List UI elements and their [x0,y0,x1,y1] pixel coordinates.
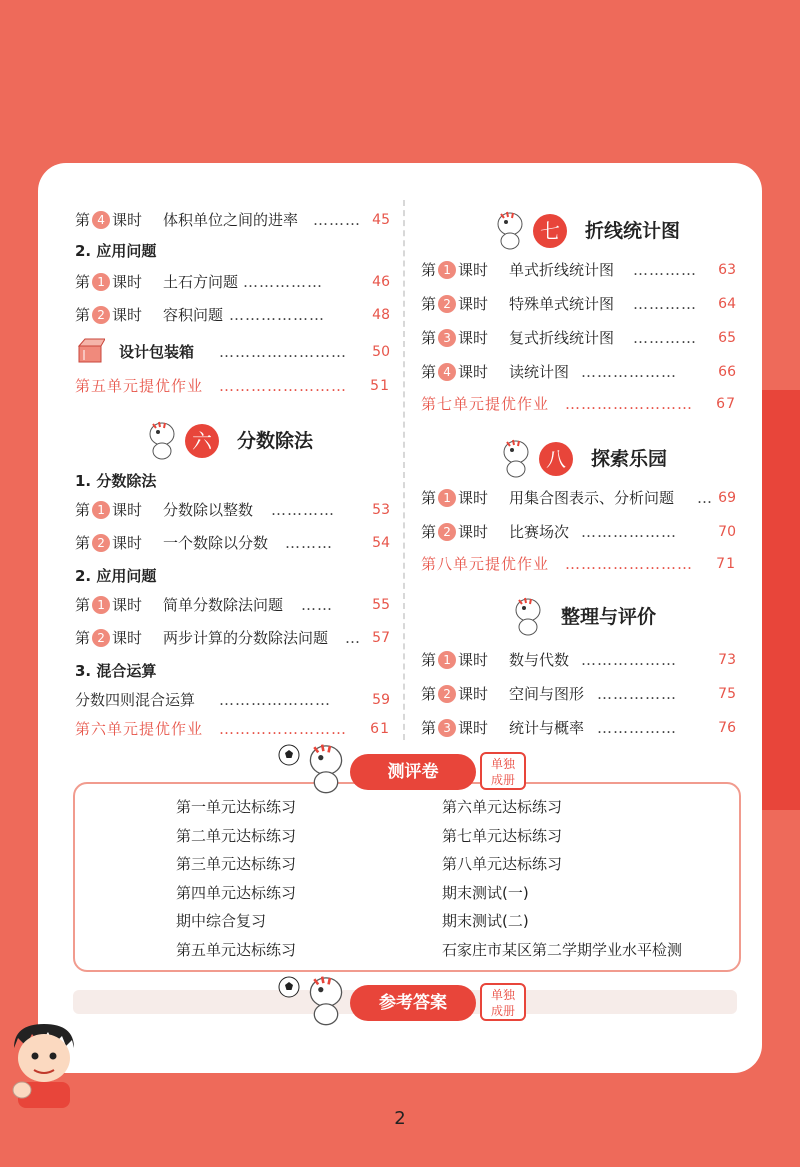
toc-row[interactable] [75,626,390,650]
lesson-label: 第 1 课时 [75,596,143,614]
toc-row-review[interactable] [421,392,736,416]
leader-dots: …………………… [565,395,693,413]
lesson-title: 简单分数除法问题 [163,596,284,614]
unit-title: 整理与评价 [561,606,657,628]
soccer-ball-icon [278,976,300,998]
lesson-label: 第 2 课时 [75,629,143,647]
leader-dots: ……………… [229,306,325,324]
dinosaur-mascot-icon [511,596,545,636]
leader-dots: ………… [633,329,697,347]
lesson-label: 第 1 课时 [75,501,143,519]
unit-number-badge: 七 [533,214,567,248]
leader-dots: ………… [633,261,697,279]
dinosaur-mascot-icon [300,742,352,794]
toc-row-review[interactable] [75,374,390,398]
unit-number-badge: 六 [185,424,219,458]
page-ref: 69 [718,490,736,506]
leader-dots: …………………… [219,720,347,738]
toc-row[interactable] [421,360,736,384]
test-paper-item[interactable]: 第七单元达标练习 [442,826,563,845]
lesson-number-badge: 1 [92,501,110,519]
lesson-number-badge: 4 [92,211,110,229]
page-number: 2 [394,1108,406,1129]
unit-title: 探索乐园 [591,448,668,470]
lesson-label: 第 3 课时 [421,719,489,737]
test-paper-item[interactable]: 期末测试(一) [442,883,529,902]
toc-row[interactable] [75,303,390,327]
leader-dots: ………………… [219,691,331,709]
lesson-number-badge: 1 [92,273,110,291]
toc-row[interactable] [75,208,390,232]
lesson-number-badge: 4 [438,363,456,381]
page-ref: 55 [372,597,390,613]
leader-dots: ……… [285,534,333,552]
lesson-label: 第 4 课时 [75,211,143,229]
test-paper-item[interactable]: 期中综合复习 [176,912,267,930]
lesson-number-badge: 2 [92,629,110,647]
page-ref: 75 [718,686,736,702]
lesson-title: 读统计图 [509,363,570,381]
page-ref: 46 [372,274,390,290]
lesson-title: 容积问题 [163,306,224,324]
lesson-label: 第 4 课时 [421,363,489,381]
toc-row[interactable] [421,326,736,350]
lesson-number-badge: 3 [438,719,456,737]
leader-dots: ………… [271,501,335,519]
review-title: 第五单元提优作业 [75,377,204,395]
toc-row[interactable] [421,716,736,740]
leader-dots: …… [301,596,333,614]
page-ref: 71 [716,556,736,572]
subheading: 2. 应用问题 [75,567,157,585]
lesson-title: 土石方问题 [163,273,239,291]
page-ref: 45 [372,212,390,228]
unit-header [145,420,385,464]
test-papers-banner: 测评卷 [350,754,476,790]
lesson-number-badge: 1 [438,489,456,507]
page-ref: 65 [718,330,736,346]
toc-row[interactable] [421,258,736,282]
column-divider [403,200,405,740]
page-ref: 57 [372,630,390,646]
toc-row[interactable] [421,520,736,544]
leader-dots: …………………… [565,555,693,573]
lesson-number-badge: 2 [92,306,110,324]
toc-row[interactable] [75,688,390,712]
unit-number-badge: 八 [539,442,573,476]
leader-dots: … [345,629,361,647]
toc-row-review[interactable] [421,552,736,576]
lesson-title: 统计与概率 [509,719,585,737]
lesson-title: 两步计算的分数除法问题 [163,629,329,647]
lesson-number-badge: 2 [438,295,456,313]
review-title: 第六单元提优作业 [75,720,204,738]
leader-dots: …………… [597,685,677,703]
leader-dots: ………… [633,295,697,313]
lesson-number-badge: 1 [92,596,110,614]
lesson-title: 数与代数 [509,651,570,669]
lesson-label: 第 2 课时 [75,306,143,324]
page-ref: 63 [718,262,736,278]
lesson-label: 第 1 课时 [421,261,489,279]
activity-title: 设计包装箱 [119,343,195,361]
lesson-label: 第 3 课时 [421,329,489,347]
page-ref: 66 [718,364,736,380]
page-ref: 59 [372,692,390,708]
test-paper-item[interactable]: 第三单元达标练习 [176,855,297,873]
lesson-title: 特殊单式统计图 [509,295,615,313]
leader-dots: ……………… [581,363,677,381]
page-ref: 48 [372,307,390,323]
review-title: 第八单元提优作业 [421,555,550,573]
page-ref: 50 [372,344,390,360]
leader-dots: ……………… [581,651,677,669]
left-column [75,0,391,760]
test-paper-item[interactable]: 第八单元达标练习 [442,855,563,873]
unit-title: 折线统计图 [585,220,681,242]
answer-key-banner: 参考答案 [350,985,476,1021]
toc-row[interactable] [421,648,736,672]
test-paper-item[interactable]: 第四单元达标练习 [176,883,297,902]
toc-row[interactable] [75,270,390,294]
page-ref: 53 [372,502,390,518]
toc-row-review[interactable] [75,717,390,741]
page-ref: 61 [370,721,390,737]
toc-row[interactable] [421,682,736,706]
toc-row[interactable] [75,593,390,617]
leader-dots: … [697,489,713,507]
test-paper-item[interactable]: 石家庄市某区第二学期学业水平检测 [442,940,683,959]
page-ref: 70 [718,524,736,540]
test-paper-item[interactable]: 第一单元达标练习 [176,798,297,816]
test-paper-item[interactable]: 第五单元达标练习 [176,940,297,959]
lesson-label: 第 1 课时 [75,273,143,291]
page-ref: 67 [716,396,736,412]
lesson-title: 分数除以整数 [163,501,254,519]
lesson-title: 单式折线统计图 [509,261,615,279]
lesson-label: 第 2 课时 [421,523,489,541]
lesson-title: 一个数除以分数 [163,534,269,552]
separate-booklet-tag: 单独 成册 [480,752,526,790]
review-title: 第七单元提优作业 [421,395,550,413]
page-ref: 64 [718,296,736,312]
leader-dots: …………… [597,719,677,737]
leader-dots: …………………… [219,377,347,395]
unit-header [499,438,739,482]
lesson-number-badge: 2 [438,523,456,541]
subheading: 3. 混合运算 [75,662,157,680]
toc-row[interactable] [75,531,390,555]
lesson-label: 第 2 课时 [421,295,489,313]
right-edge-stripe [762,390,800,810]
lesson-label: 第 2 课时 [75,534,143,552]
cartoon-boy-icon [4,1018,86,1108]
test-paper-item[interactable]: 第六单元达标练习 [442,798,563,816]
leader-dots: …………… [243,273,323,291]
page-ref: 76 [718,720,736,736]
toc-row[interactable] [421,292,736,316]
lesson-title: 用集合图表示、分析问题 [509,489,675,507]
dinosaur-mascot-icon [145,420,179,460]
lesson-title: 比赛场次 [509,523,570,541]
unit-header [511,596,751,640]
lesson-number-badge: 1 [438,261,456,279]
lesson-number-badge: 2 [92,534,110,552]
toc-row[interactable] [75,498,390,522]
dinosaur-mascot-icon [499,438,533,478]
leader-dots: ……………… [581,523,677,541]
lesson-title: 体积单位之间的进率 [163,211,299,229]
lesson-number-badge: 3 [438,329,456,347]
subheading: 1. 分数除法 [75,472,157,490]
separate-booklet-tag: 单独 成册 [480,983,526,1021]
page-ref: 73 [718,652,736,668]
soccer-ball-icon [278,744,300,766]
lesson-label: 第 2 课时 [421,685,489,703]
test-paper-item[interactable]: 期末测试(二) [442,912,529,930]
toc-row[interactable] [421,486,736,510]
page-ref: 51 [370,378,390,394]
lesson-number-badge: 1 [438,651,456,669]
lesson-label: 第 1 课时 [421,651,489,669]
topic-title: 分数四则混合运算 [75,691,196,709]
page-ref: 54 [372,535,390,551]
right-column [421,0,739,760]
unit-title: 分数除法 [237,430,314,452]
package-box-icon [75,336,105,373]
unit-header [493,210,733,254]
dinosaur-mascot-icon [300,974,352,1026]
subheading: 2. 应用问题 [75,242,157,260]
lesson-label: 第 1 课时 [421,489,489,507]
leader-dots: …………………… [219,343,347,361]
dinosaur-mascot-icon [493,210,527,250]
toc-row[interactable] [75,340,390,364]
leader-dots: ……… [313,211,361,229]
lesson-title: 空间与图形 [509,685,585,703]
test-paper-item[interactable]: 第二单元达标练习 [176,826,297,845]
lesson-number-badge: 2 [438,685,456,703]
lesson-title: 复式折线统计图 [509,329,615,347]
